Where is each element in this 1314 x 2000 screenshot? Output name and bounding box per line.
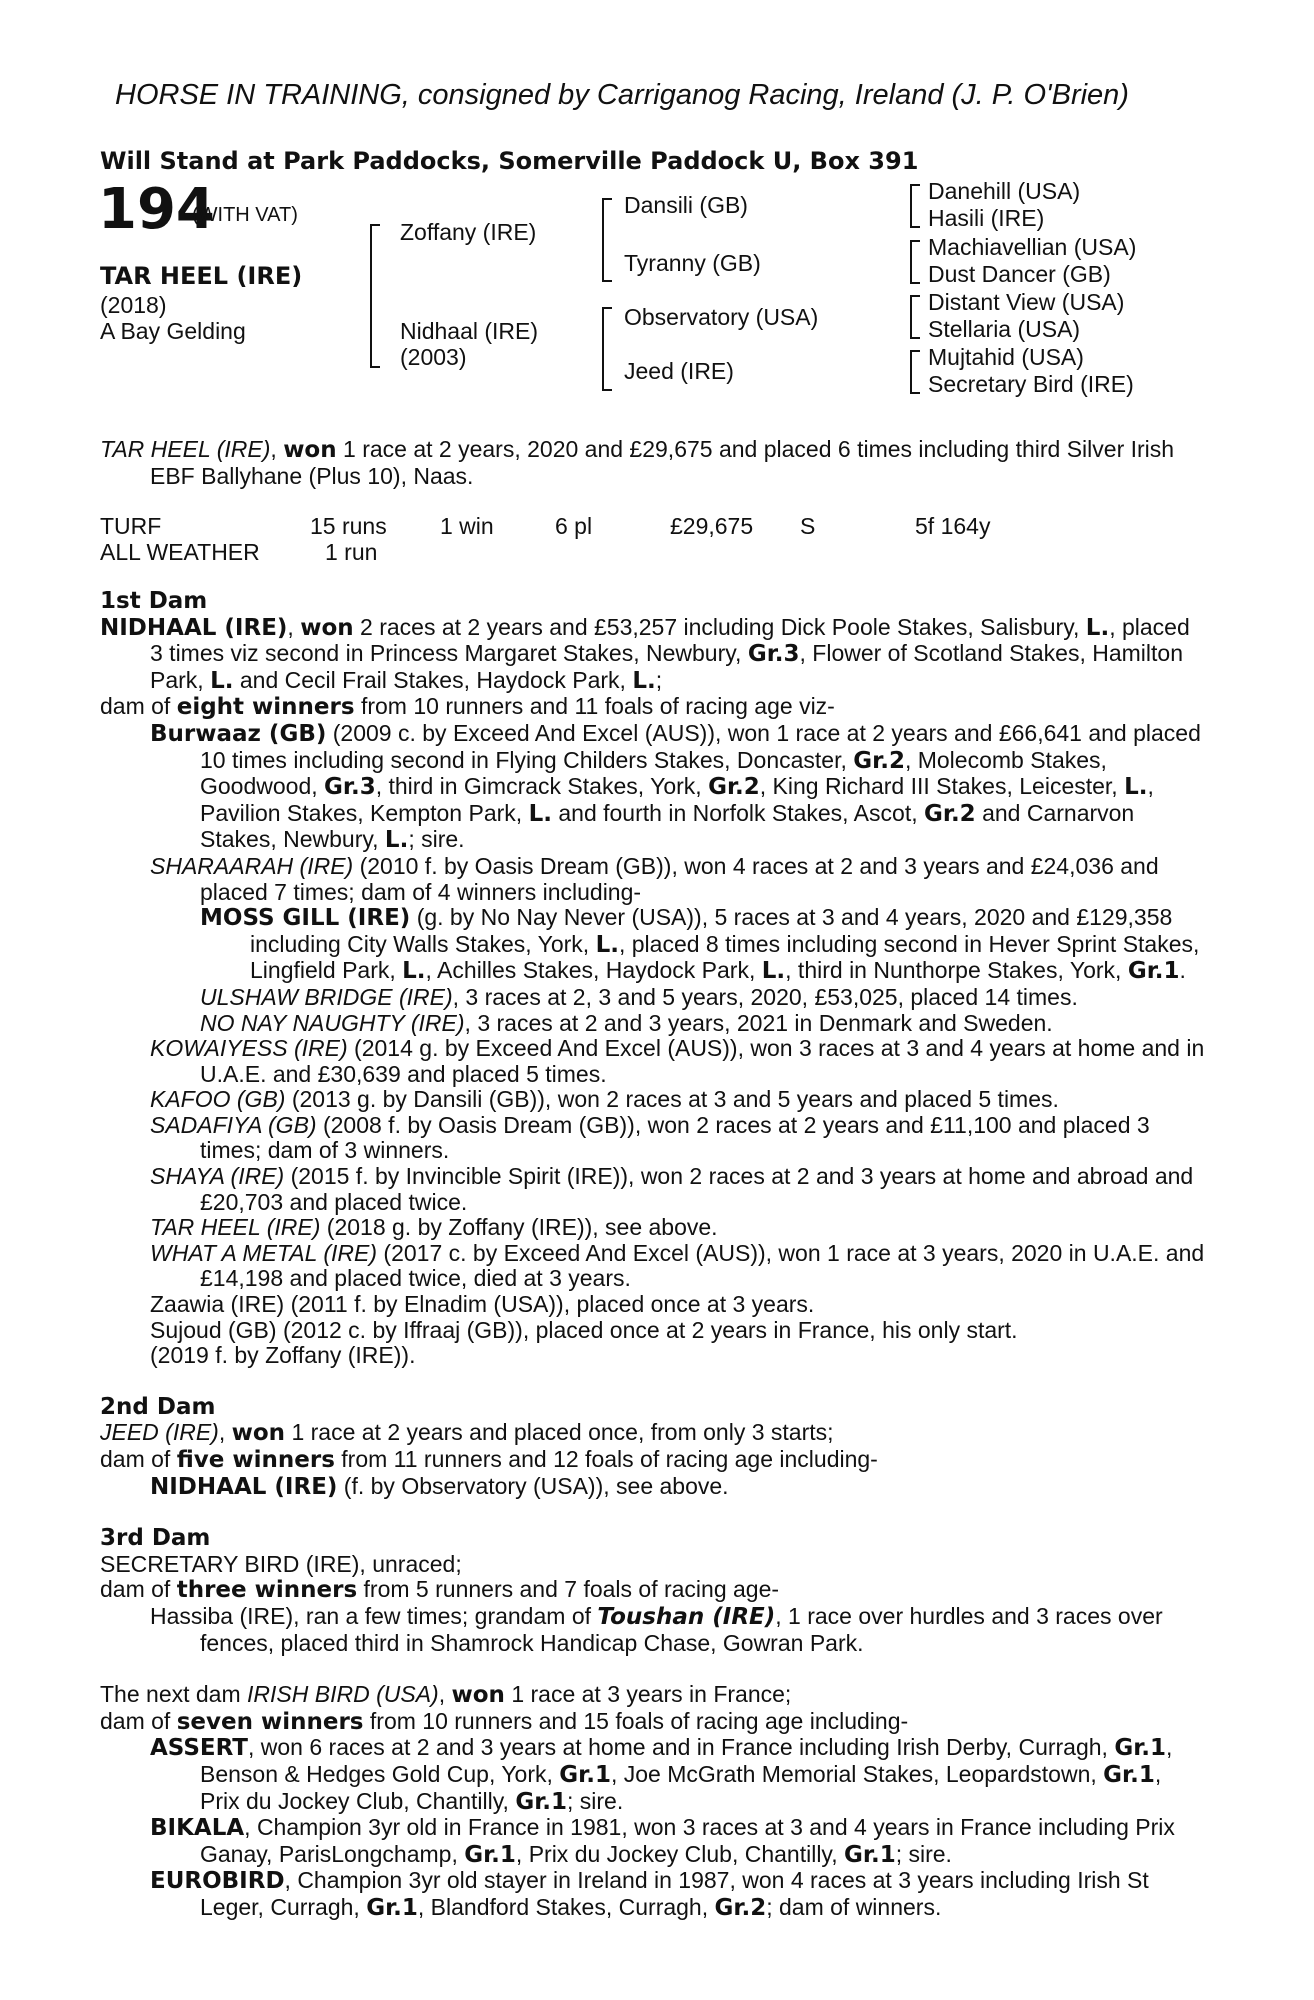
pedigree-sss: Danehill (USA) [928, 178, 1081, 204]
sire-dam-bracket [370, 224, 380, 368]
third-dam-heading: 3rd Dam [100, 1525, 211, 1552]
summary-horse-name: TAR HEEL (IRE) [100, 436, 271, 462]
turf-placed: 6 pl [555, 513, 593, 539]
bracket-g2 [910, 240, 920, 284]
produce-kafoo: KAFOO (GB) (2013 g. by Dansili (GB)), won 2 races at 3 and 5 years and placed 5 times. [150, 1086, 1059, 1113]
bracket-g4 [910, 350, 920, 394]
produce-sujoud: Sujoud (GB) (2012 c. by Iffraaj (GB)), placed once at 2 years in France, his only start. [150, 1316, 1018, 1343]
sire-line-bracket [602, 198, 612, 282]
first-dam-heading: 1st Dam [100, 588, 208, 614]
pedigree-dam-dam: Jeed (IRE) [624, 358, 734, 384]
produce-shaya: SHAYA (IRE) (2015 f. by Invincible Spirit (IRE)), won 2 races at 2 and 3 years at home and abroad and £20,703 and placed twice. [150, 1163, 1194, 1215]
catalogue-header: HORSE IN TRAINING, consigned by Carriganog Racing, Ireland (J. P. O'Brien) [115, 79, 1129, 111]
first-dam-section [100, 589, 1205, 1922]
aw-label: ALL WEATHER [100, 539, 260, 565]
turf-wins: 1 win [440, 513, 494, 539]
produce-sadafiya: SADAFIYA (GB) (2008 f. by Oasis Dream (GB)), won 2 races at 2 years and £11,100 and placed 3 times; dam of 3 winners. [150, 1111, 1150, 1164]
vat-note: (WITH VAT) [192, 204, 298, 226]
produce-tar-heel: TAR HEEL (IRE) (2018 g. by Zoffany (IRE)), see above. [150, 1214, 718, 1241]
summary-won: won [283, 437, 337, 463]
produce-zaawia: Zaawia (IRE) (2011 f. by Elnadim (USA)), placed once at 3 years. [150, 1291, 815, 1318]
pedigree-ddd: Secretary Bird (IRE) [928, 371, 1134, 397]
pedigree-dds: Mujtahid (USA) [928, 344, 1084, 370]
third-dam-record: SECRETARY BIRD (IRE), unraced; [100, 1550, 462, 1577]
bracket-g1 [910, 184, 920, 228]
pedigree-dam: Nidhaal (IRE) [400, 318, 539, 344]
aw-runs: 1 run [325, 539, 378, 565]
pedigree-dsd: Stellaria (USA) [928, 316, 1081, 342]
produce-burwaaz: Burwaaz (GB) (2009 c. by Exceed And Excel (AUS)), won 1 race at 2 years and £66,641 and placed 10 times including second in Flying Childers Stakes, Doncaster, Gr.2, Molecomb Stakes, Goodwood, Gr.3, third in Gimcrack Stakes, York, Gr.2, King Richard III Stakes, Leicester, L., Pavilion Stakes, Kempton Park, L. and fourth in Norfolk Stakes, Ascot, Gr.2 and Carnarvon Stakes, Newbury, L.; sire. [150, 719, 1201, 854]
first-dam-produce-summary: dam of eight winners from 10 runners and 11 foals of racing age viz- [100, 693, 835, 721]
horse-name: TAR HEEL (IRE) [100, 262, 303, 290]
horse-description: A Bay Gelding [100, 318, 246, 344]
produce-sharaarah: SHARAARAH (IRE) (2010 f. by Oasis Dream (GB)), won 4 races at 2 and 3 years and £24,036 and placed 7 times; dam of 4 winners including- [150, 852, 1159, 905]
turf-distance: 5f 164y [915, 513, 991, 539]
produce-2019-foal: (2019 f. by Zoffany (IRE)). [150, 1342, 416, 1369]
pedigree-ssd: Hasili (IRE) [928, 205, 1045, 231]
third-dam-produce-summary: dam of three winners from 5 runners and 7 foals of racing age- [100, 1576, 780, 1604]
pedigree-dss: Distant View (USA) [928, 289, 1125, 315]
second-dam-heading: 2nd Dam [100, 1393, 216, 1420]
pedigree-dam-sire: Observatory (USA) [624, 304, 819, 330]
next-dam-produce-summary: dam of seven winners from 10 runners and 15 foals of racing age including- [100, 1707, 909, 1735]
pedigree-dam-year: (2003) [400, 344, 467, 370]
third-dam-produce-hassiba: Hassiba (IRE), ran a few times; grandam of Toushan (IRE), 1 race over hurdles and 3 races over fences, placed third in Shamrock Handicap Chase, Gowran Park. [150, 1602, 1163, 1656]
horse-year: (2018) [100, 292, 167, 318]
next-dam-produce-eurobird: EUROBIRD, Champion 3yr old stayer in Ireland in 1987, won 4 races at 3 years including Irish St Leger, Curragh, Gr.1, Blandford Stakes, Curragh, Gr.2; dam of winners. [150, 1867, 1149, 1921]
stand-location: Will Stand at Park Paddocks, Somerville Paddock U, Box 391 [100, 147, 919, 175]
next-dam-produce-assert: ASSERT, won 6 races at 2 and 3 years at home and in France including Irish Derby, Curragh, Gr.1, Benson & Hedges Gold Cup, York, Gr.1, Joe McGrath Memorial Stakes, Leopardstown, Gr.1, Prix du Jockey Club, Chantilly, Gr.1; sire. [150, 1734, 1173, 1815]
race-summary: TAR HEEL (IRE), won 1 race at 2 years, 2020 and £29,675 and placed 6 times including third Silver Irish EBF Ballyhane (Plus 10), Naas. [100, 436, 1175, 489]
second-dam-produce-summary: dam of five winners from 11 runners and 12 foals of racing age including- [100, 1446, 878, 1473]
pedigree-sds: Machiavellian (USA) [928, 234, 1137, 260]
second-dam-record: JEED (IRE), won 1 race at 2 years and placed once, from only 3 starts; [100, 1419, 834, 1447]
pedigree-sire-sire: Dansili (GB) [624, 192, 748, 218]
next-dam-produce-bikala: BIKALA, Champion 3yr old in France in 1981, won 3 races at 3 and 4 years in France including Prix Ganay, ParisLongchamp, Gr.1, Prix du Jockey Club, Chantilly, Gr.1; sire. [150, 1814, 1175, 1868]
next-dam-record: The next dam IRISH BIRD (USA), won 1 race at 3 years in France; [100, 1681, 792, 1709]
produce-ulshaw-bridge: ULSHAW BRIDGE (IRE), 3 races at 2, 3 and 5 years, 2020, £53,025, placed 14 times. [200, 983, 1078, 1010]
lot-number: 194 [98, 177, 215, 242]
produce-kowaiyess: KOWAIYESS (IRE) (2014 g. by Exceed And Excel (AUS)), won 3 races at 3 and 4 years at home and in U.A.E. and £30,639 and placed 5 times. [150, 1035, 1205, 1087]
pedigree-sdd: Dust Dancer (GB) [928, 261, 1111, 287]
pedigree-sire: Zoffany (IRE) [400, 219, 537, 245]
produce-moss-gill: MOSS GILL (IRE) (g. by No Nay Never (USA)), 5 races at 3 and 4 years, 2020 and £129,358 including City Walls Stakes, York, L., placed 8 times including second in Hever Sprint Stakes, Lingfield Park, L., Achilles Stakes, Haydock Park, L., third in Nunthorpe Stakes, York, Gr.1. [200, 904, 1200, 985]
turf-runs: 15 runs [310, 513, 387, 539]
second-dam-produce-nidhaal: NIDHAAL (IRE) (f. by Observatory (USA)), see above. [150, 1472, 729, 1500]
produce-no-nay-naughty: NO NAY NAUGHTY (IRE), 3 races at 2 and 3 years, 2021 in Denmark and Sweden. [200, 1009, 1053, 1036]
turf-going: S [800, 513, 816, 539]
pedigree-sire-dam: Tyranny (GB) [624, 250, 761, 276]
first-dam-record: NIDHAAL (IRE), won 2 races at 2 years and £53,257 including Dick Poole Stakes, Salisbury, L., placed 3 times viz second in Princess Margaret Stakes, Newbury, Gr.3, Flower of Scotland Stakes, Hamilton Park, L. and Cecil Frail Stakes, Haydock Park, L.; [100, 613, 1190, 694]
turf-label: TURF [100, 513, 162, 539]
turf-prize: £29,675 [670, 513, 754, 539]
summary-text: 1 race at 2 years, 2020 and £29,675 and placed 6 times including third Silver Irish EBF Ballyhane (Plus 10), Naas. [150, 436, 1175, 489]
bracket-g3 [910, 295, 920, 339]
produce-what-a-metal: WHAT A METAL (IRE) (2017 c. by Exceed And Excel (AUS)), won 1 race at 3 years, 2020 in U.A.E. and £14,198 and placed twice, died at 3 years. [150, 1239, 1205, 1292]
dam-line-bracket [602, 307, 612, 391]
